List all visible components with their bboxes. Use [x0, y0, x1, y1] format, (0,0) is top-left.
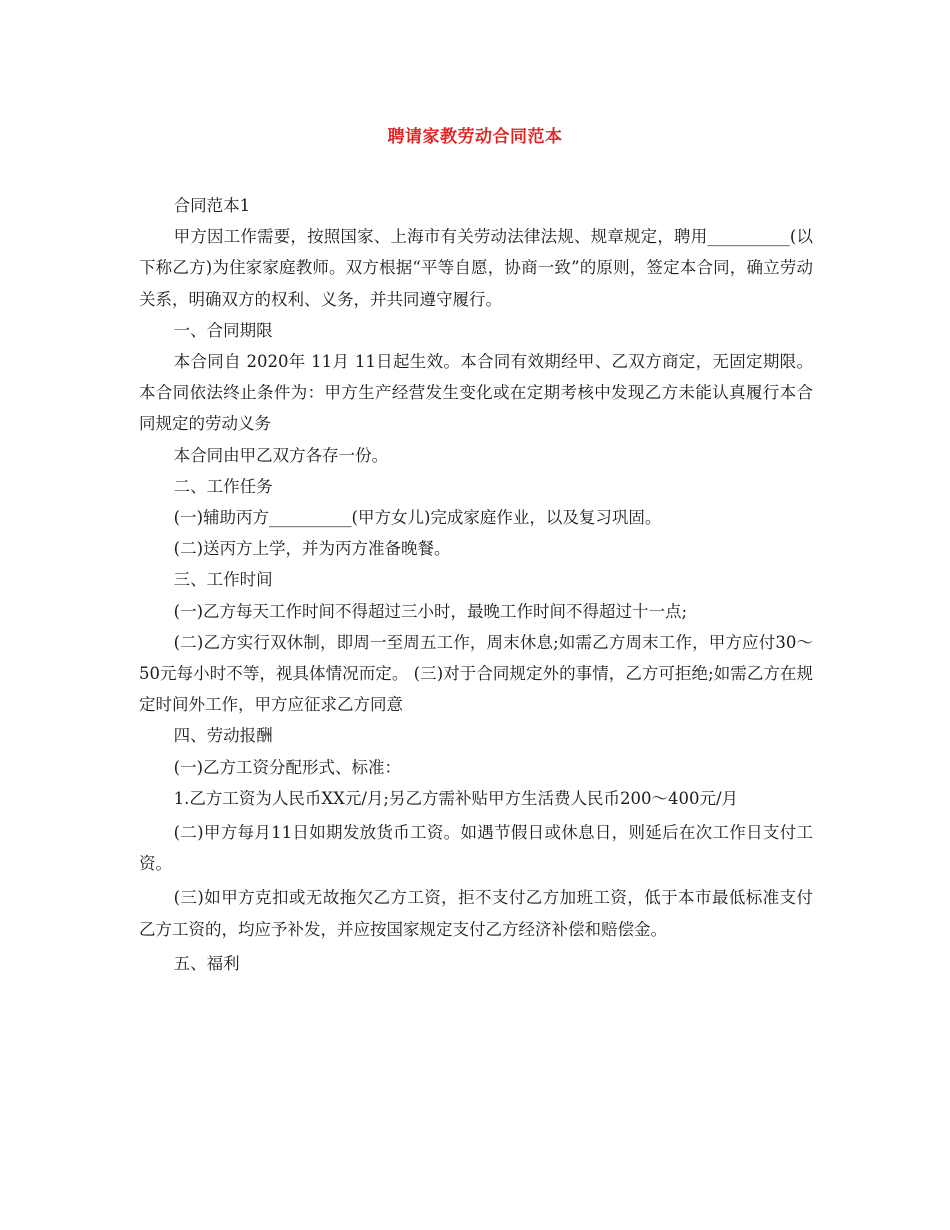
contract-sample-heading: 合同范本1	[173, 196, 251, 215]
document-body	[139, 190, 813, 979]
intro-paragraph: 甲方因工作需要，按照国家、上海市有关劳动法律法规、规章规定，聘用__________(以下称乙方)为住家家庭教师。双方根据“平等自愿，协商一致”的原则，签定本合同，确立劳动关系，明确双方的权利、义务，并共同遵守履行。	[139, 227, 813, 309]
pay-item-1: (一)乙方工资分配形式、标准：	[173, 757, 402, 777]
hours-item-2: (二)乙方实行双休制，即周一至周五工作，周末休息;如需乙方周末工作，甲方应付30～50元每小时不等，视具体情况而定。 (三)对于合同规定外的事情，乙方可拒绝;如需乙方在规定时间外工作，甲方应征求乙方同意	[139, 632, 813, 715]
pay-subitem-1: 1.乙方工资为人民币XX元/月;另乙方需补贴甲方生活费人民币200～400元/月	[173, 788, 739, 808]
section-heading-duties: 二、工作任务	[173, 476, 273, 496]
pay-item-2: (二)甲方每月11日如期发放货币工资。如遇节假日或休息日，则延后在次工作日支付工资。	[139, 823, 813, 874]
copies-paragraph: 本合同由甲乙双方各存一份。	[173, 445, 389, 465]
section-heading-benefits: 五、福利	[173, 953, 240, 973]
term-paragraph: 本合同自 2020年 11月 11日起生效。本合同有效期经甲、乙双方商定，无固定期限。本合同依法终止条件为：甲方生产经营发生变化或在定期考核中发现乙方未能认真履行本合同规定的劳动义务	[139, 352, 813, 434]
section-heading-pay: 四、劳动报酬	[173, 726, 273, 746]
hours-item-1: (一)乙方每天工作时间不得超过三小时，最晚工作时间不得超过十一点;	[173, 601, 688, 621]
section-heading-hours: 三、工作时间	[173, 570, 273, 590]
duty-item-1: (一)辅助丙方__________(甲方女儿)完成家庭作业，以及复习巩固。	[173, 508, 662, 528]
duty-item-2: (二)送丙方上学，并为丙方准备晚餐。	[173, 539, 451, 559]
section-heading-term: 一、合同期限	[173, 320, 273, 340]
document-title: 聘请家教劳动合同范本	[387, 127, 563, 147]
pay-item-3: (三)如甲方克扣或无故拖欠乙方工资，拒不支付乙方加班工资，低于本市最低标准支付乙方工资的，均应予补发，并应按国家规定支付乙方经济补偿和赔偿金。	[139, 888, 813, 939]
